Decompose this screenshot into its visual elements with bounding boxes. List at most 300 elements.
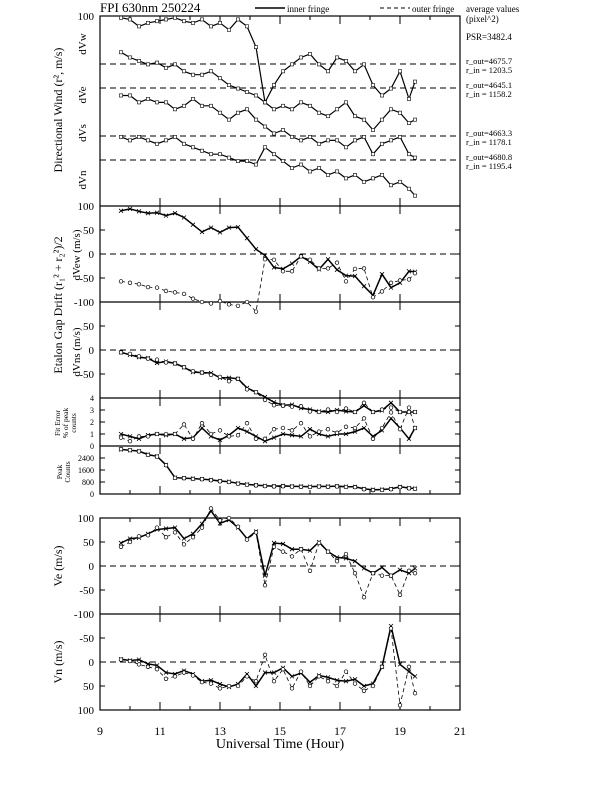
data-point-dvw <box>155 20 158 23</box>
r-in-2: r_in = 1158.2 <box>466 89 512 99</box>
data-point-outer <box>182 423 186 427</box>
data-series <box>119 16 417 707</box>
data-point-dve <box>407 121 410 124</box>
data-point-dvw <box>254 45 257 48</box>
data-point-dvn <box>380 173 383 176</box>
data-point-outer <box>299 485 303 489</box>
data-point-dvn <box>389 184 392 187</box>
data-point-dve <box>413 118 416 121</box>
data-point-outer <box>209 432 213 436</box>
tick-label: 4 <box>90 394 94 403</box>
data-point-outer <box>182 543 186 547</box>
data-point-dvs <box>272 132 275 135</box>
panel1-sub-dvn: dVn <box>77 170 89 190</box>
series-line-fit-error-of-peak-counts-inner <box>121 418 415 441</box>
data-point-outer <box>227 435 231 439</box>
tick-label: 0 <box>88 657 94 669</box>
data-point-outer <box>362 267 366 271</box>
series-line-peak-counts-outer <box>121 449 415 490</box>
data-point-dvn <box>245 159 248 162</box>
data-point-outer <box>119 351 123 355</box>
data-point-inner <box>362 284 366 288</box>
data-point-dvn <box>254 163 257 166</box>
panel4-ylabel-2: % of peak <box>61 407 70 439</box>
data-point-dvs <box>164 101 167 104</box>
data-point-outer <box>398 593 402 597</box>
data-point-dvn <box>308 170 311 173</box>
data-point-dvn <box>317 166 320 169</box>
x-tick-label: 15 <box>274 724 286 738</box>
data-point-dve <box>272 108 275 111</box>
data-point-dvs <box>200 104 203 107</box>
data-point-outer <box>128 448 132 452</box>
data-point-outer <box>371 684 375 688</box>
data-point-outer <box>200 300 204 304</box>
data-point-outer <box>236 433 240 437</box>
x-tick-label: 21 <box>454 724 466 738</box>
data-point-outer <box>281 550 285 554</box>
data-point-outer <box>308 435 312 439</box>
data-point-dvw <box>227 28 230 31</box>
panel2-ylabel: dVew (m/s) <box>71 229 83 281</box>
data-point-outer <box>128 439 132 443</box>
data-point-outer <box>119 280 123 284</box>
data-point-outer <box>290 405 294 409</box>
data-point-dvs <box>191 97 194 100</box>
data-point-outer <box>218 429 222 433</box>
data-point-outer <box>290 429 294 433</box>
panel5-ylabel-2: Counts <box>63 461 72 483</box>
tick-label: 50 <box>83 537 94 549</box>
tick-label: 3 <box>90 406 94 415</box>
data-point-outer <box>263 437 267 441</box>
data-point-dvs <box>146 97 149 100</box>
data-point-dvw <box>299 56 302 59</box>
data-point-outer <box>413 426 417 430</box>
data-point-outer <box>263 583 267 587</box>
data-point-outer <box>245 300 249 304</box>
data-point-outer <box>413 571 417 575</box>
data-point-outer <box>413 410 417 414</box>
data-point-outer <box>389 406 393 410</box>
tick-label: 1 <box>90 430 94 439</box>
data-point-outer <box>245 675 249 679</box>
data-point-outer <box>353 410 357 414</box>
data-point-dve <box>119 51 122 54</box>
data-point-outer <box>245 538 249 542</box>
data-point-outer <box>254 484 258 488</box>
data-point-outer <box>317 267 321 271</box>
data-point-outer <box>182 292 186 296</box>
r-out-4: r_out=4680.8 <box>466 152 513 162</box>
data-point-outer <box>200 680 204 684</box>
panel4-ylabel-1: Fit Error <box>53 409 62 437</box>
data-point-outer <box>245 421 249 425</box>
data-point-outer <box>254 437 258 441</box>
data-point-dve <box>164 66 167 69</box>
data-point-outer <box>371 571 375 575</box>
data-point-outer <box>227 516 231 520</box>
data-point-outer <box>146 453 150 457</box>
data-point-outer <box>128 540 132 544</box>
data-point-outer <box>137 450 141 454</box>
data-point-outer <box>281 667 285 671</box>
data-point-outer <box>362 595 366 599</box>
data-point-outer <box>290 485 294 489</box>
data-point-outer <box>119 447 123 451</box>
data-point-dvs <box>209 104 212 107</box>
data-point-outer <box>362 487 366 491</box>
data-point-dve <box>290 108 293 111</box>
data-point-outer <box>308 684 312 688</box>
data-point-outer <box>209 682 213 686</box>
data-point-outer <box>191 437 195 441</box>
panel7-ylabel: Vn (m/s) <box>51 640 65 684</box>
x-axis-label: Universal Time (Hour) <box>215 737 345 752</box>
data-point-dvw <box>398 70 401 73</box>
data-point-dvw <box>146 21 149 24</box>
data-point-outer <box>272 679 276 683</box>
data-point-outer <box>389 411 393 415</box>
data-point-outer <box>407 569 411 573</box>
data-point-outer <box>173 531 177 535</box>
data-point-outer <box>227 379 231 383</box>
data-point-dve <box>200 73 203 76</box>
data-point-outer <box>155 286 159 290</box>
tick-label: 0 <box>88 561 94 573</box>
data-point-dvn <box>344 177 347 180</box>
tick-label: -100 <box>73 609 94 621</box>
data-point-outer <box>272 485 276 489</box>
data-point-dvw <box>236 18 239 21</box>
panel1-sub-dve: dVe <box>77 86 89 104</box>
data-point-inner <box>389 401 393 405</box>
data-point-outer <box>299 670 303 674</box>
data-point-outer <box>290 555 294 559</box>
data-point-outer <box>218 375 222 379</box>
data-point-dvs <box>119 94 122 97</box>
tick-label: 100 <box>77 513 94 525</box>
data-point-inner <box>245 236 249 240</box>
tick-label: 1600 <box>78 466 94 475</box>
data-point-dvs <box>155 101 158 104</box>
data-point-dvw <box>317 63 320 66</box>
data-point-dvs <box>254 118 257 121</box>
data-point-outer <box>335 431 339 435</box>
data-point-outer <box>191 535 195 539</box>
x-tick-label: 13 <box>214 724 226 738</box>
data-point-dve <box>146 63 149 66</box>
data-point-dvn <box>299 163 302 166</box>
tick-label: 50 <box>83 321 94 333</box>
series-line-dvn <box>121 137 415 196</box>
data-point-outer <box>299 547 303 551</box>
data-point-dvs <box>218 111 221 114</box>
data-point-outer <box>263 653 267 657</box>
data-point-outer <box>353 426 357 430</box>
data-point-outer <box>398 279 402 283</box>
data-point-outer <box>299 255 303 259</box>
data-point-outer <box>380 426 384 430</box>
data-point-inner <box>389 416 393 420</box>
data-point-outer <box>317 675 321 679</box>
data-point-outer <box>380 488 384 492</box>
data-point-outer <box>380 574 384 578</box>
r-out-3: r_out=4663.3 <box>466 128 513 138</box>
panel6-ylabel: Ve (m/s) <box>51 545 65 587</box>
data-point-dve <box>380 118 383 121</box>
data-point-dvn <box>272 153 275 156</box>
data-point-outer <box>137 354 141 358</box>
data-point-outer <box>344 407 348 411</box>
data-point-dvn <box>281 159 284 162</box>
data-point-dvs <box>389 139 392 142</box>
series-line-dvw <box>121 18 415 103</box>
data-point-outer <box>236 482 240 486</box>
data-point-outer <box>164 289 168 293</box>
data-point-outer <box>155 358 159 362</box>
data-point-outer <box>380 665 384 669</box>
data-point-outer <box>371 410 375 414</box>
data-point-dvn <box>191 146 194 149</box>
data-point-outer <box>137 663 141 667</box>
data-point-dvs <box>290 135 293 138</box>
data-point-outer <box>290 687 294 691</box>
data-point-outer <box>209 507 213 511</box>
data-point-outer <box>173 476 177 480</box>
data-point-dvw <box>326 70 329 73</box>
data-point-outer <box>236 684 240 688</box>
data-point-outer <box>326 267 330 271</box>
data-point-outer <box>335 261 339 265</box>
data-point-outer <box>362 417 366 421</box>
data-point-dvs <box>227 118 230 121</box>
data-point-outer <box>353 485 357 489</box>
panel1-ylabel: Directional Wind (r², m/s) <box>51 47 65 173</box>
data-point-outer <box>200 526 204 530</box>
panel3-ylabel: dVns (m/s) <box>71 327 83 377</box>
data-point-outer <box>254 531 258 535</box>
data-point-outer <box>173 291 177 295</box>
data-point-outer <box>263 484 267 488</box>
r-in-4: r_in = 1195.4 <box>466 161 512 171</box>
r-in-1: r_in = 1203.5 <box>466 65 513 75</box>
data-point-outer <box>344 280 348 284</box>
panel4-ylabel-3: counts <box>69 413 78 433</box>
data-point-outer <box>164 535 168 539</box>
psr-label: PSR=3482.4 <box>466 32 512 42</box>
data-point-dvs <box>407 153 410 156</box>
data-point-outer <box>281 269 285 273</box>
data-point-outer <box>164 463 168 467</box>
data-point-outer <box>164 361 168 365</box>
data-point-inner <box>413 674 417 678</box>
data-point-outer <box>119 436 123 440</box>
data-point-outer <box>200 477 204 481</box>
data-point-outer <box>191 674 195 678</box>
data-point-outer <box>155 432 159 436</box>
data-point-outer <box>389 627 393 631</box>
data-point-outer <box>254 390 258 394</box>
data-point-dve <box>281 104 284 107</box>
panel5-ylabel-1: Peak <box>55 464 64 480</box>
data-point-dvw <box>380 94 383 97</box>
data-point-outer <box>128 659 132 663</box>
data-point-outer <box>245 483 249 487</box>
data-point-outer <box>326 679 330 683</box>
data-point-outer <box>137 534 141 538</box>
tick-label: 0 <box>88 345 94 357</box>
data-point-outer <box>362 401 366 405</box>
data-point-outer <box>413 271 417 275</box>
data-point-dvw <box>119 16 122 19</box>
data-point-dve <box>353 115 356 118</box>
data-point-dvw <box>290 63 293 66</box>
data-point-dvs <box>281 128 284 131</box>
data-point-dvs <box>137 101 140 104</box>
data-point-outer <box>146 285 150 289</box>
panel1-sub-dvw: dVw <box>77 33 89 55</box>
data-point-dvn <box>119 135 122 138</box>
data-point-dve <box>362 118 365 121</box>
tick-label: -50 <box>79 633 94 645</box>
data-point-dvw <box>164 18 167 21</box>
data-point-outer <box>173 362 177 366</box>
data-point-dvn <box>263 146 266 149</box>
data-point-outer <box>227 684 231 688</box>
data-point-dve <box>137 59 140 62</box>
data-point-outer <box>227 480 231 484</box>
data-point-outer <box>263 257 267 261</box>
data-point-outer <box>254 679 258 683</box>
data-point-outer <box>272 545 276 549</box>
tick-label: 0 <box>90 490 94 499</box>
data-point-dvs <box>173 108 176 111</box>
data-point-outer <box>389 487 393 491</box>
data-point-outer <box>173 432 177 436</box>
data-point-outer <box>182 365 186 369</box>
data-point-outer <box>245 388 249 392</box>
data-point-outer <box>344 425 348 429</box>
data-point-dvs <box>413 156 416 159</box>
data-point-outer <box>272 427 276 431</box>
data-point-outer <box>182 671 186 675</box>
data-point-dvw <box>371 83 374 86</box>
data-point-dve <box>182 70 185 73</box>
series-line-dvew-outer <box>121 256 415 311</box>
data-point-dvn <box>326 173 329 176</box>
data-point-outer <box>236 304 240 308</box>
data-point-dvs <box>317 142 320 145</box>
data-point-outer <box>191 477 195 481</box>
legend-avg-line1: average values <box>466 4 520 14</box>
data-point-outer <box>413 691 417 695</box>
data-point-dve <box>209 70 212 73</box>
r-in-3: r_in = 1178.1 <box>466 137 512 147</box>
data-point-dvn <box>137 135 140 138</box>
data-point-dvw <box>173 16 176 19</box>
data-point-outer <box>200 371 204 375</box>
data-point-inner <box>254 684 258 688</box>
data-point-dvw <box>362 63 365 66</box>
data-point-outer <box>308 258 312 262</box>
data-point-outer <box>344 670 348 674</box>
tick-label: -50 <box>79 369 94 381</box>
data-point-dvs <box>362 135 365 138</box>
data-point-outer <box>317 485 321 489</box>
data-point-outer <box>326 485 330 489</box>
data-point-outer <box>326 550 330 554</box>
data-point-outer <box>371 295 375 299</box>
data-point-dve <box>299 101 302 104</box>
data-point-inner <box>200 426 204 430</box>
data-point-dvn <box>173 135 176 138</box>
data-point-outer <box>191 369 195 373</box>
data-point-dvw <box>413 80 416 83</box>
data-point-outer <box>413 487 417 491</box>
tick-label: 50 <box>83 225 94 237</box>
tick-label: 100 <box>77 705 94 717</box>
data-point-outer <box>209 373 213 377</box>
chart-title: FPI 630nm 250224 <box>100 0 201 15</box>
data-point-outer <box>299 404 303 408</box>
data-point-dve <box>227 83 230 86</box>
data-point-dve <box>245 90 248 93</box>
data-point-outer <box>389 574 393 578</box>
data-point-dvs <box>236 111 239 114</box>
data-point-dvn <box>371 177 374 180</box>
data-point-dvs <box>299 139 302 142</box>
tick-label: 2 <box>90 418 94 427</box>
data-point-outer <box>335 559 339 563</box>
data-point-dvs <box>245 108 248 111</box>
r-out-2: r_out=4645.1 <box>466 80 513 90</box>
data-point-outer <box>164 432 168 436</box>
data-point-dvs <box>371 153 374 156</box>
data-point-dvn <box>146 139 149 142</box>
data-point-dve <box>191 73 194 76</box>
data-point-outer <box>308 410 312 414</box>
data-point-outer <box>218 299 222 303</box>
data-point-outer <box>371 437 375 441</box>
data-point-outer <box>398 485 402 489</box>
data-point-outer <box>407 406 411 410</box>
data-point-outer <box>308 569 312 573</box>
data-point-outer <box>191 297 195 301</box>
series-line-ve-outer <box>121 508 415 597</box>
data-point-inner <box>326 257 330 261</box>
data-point-outer <box>155 667 159 671</box>
data-point-dvn <box>290 166 293 169</box>
data-point-dvs <box>182 104 185 107</box>
tick-label: 100 <box>77 11 94 23</box>
data-point-dvw <box>182 20 185 23</box>
data-point-dvw <box>407 97 410 100</box>
series-line-dvew-inner <box>121 209 415 295</box>
data-point-outer <box>326 408 330 412</box>
data-point-outer <box>272 258 276 262</box>
data-point-outer <box>407 278 411 282</box>
data-point-outer <box>308 485 312 489</box>
data-point-outer <box>227 303 231 307</box>
data-point-dvw <box>209 25 212 28</box>
legend-avg-line2: (pixel^2) <box>466 14 499 24</box>
data-point-outer <box>200 421 204 425</box>
data-point-dvs <box>308 135 311 138</box>
data-point-outer <box>398 410 402 414</box>
data-point-dve <box>371 128 374 131</box>
data-point-outer <box>137 435 141 439</box>
